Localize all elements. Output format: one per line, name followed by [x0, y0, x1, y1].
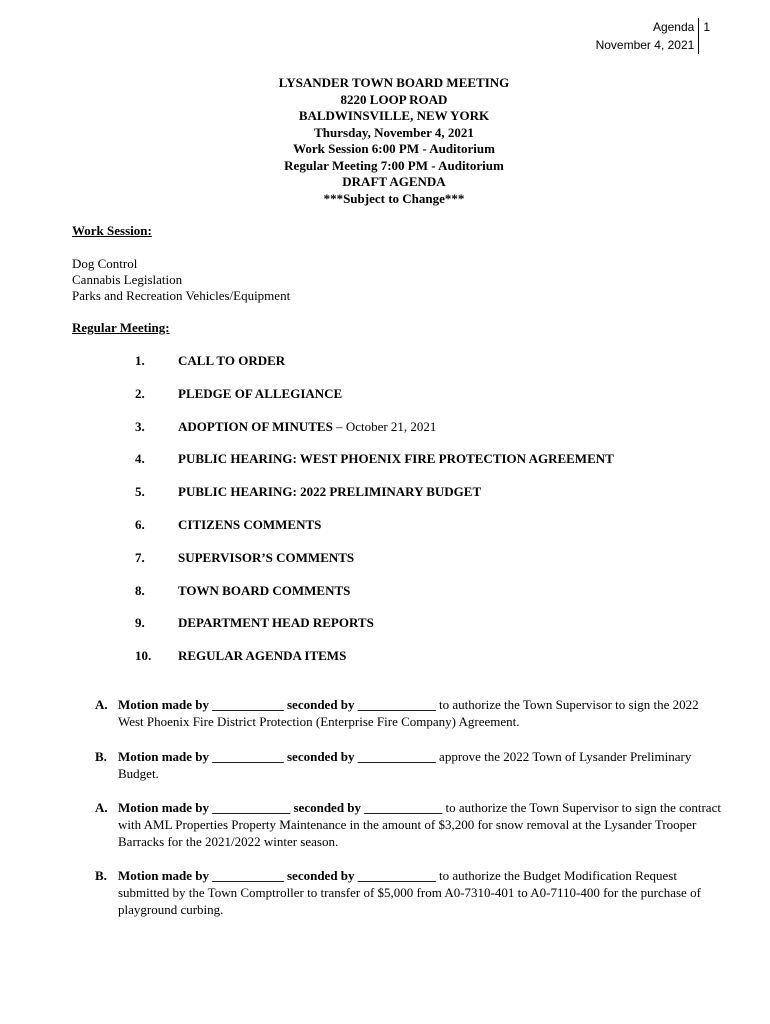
list-item: Dog Control: [72, 256, 138, 271]
header-text: [596, 18, 700, 54]
agenda-title: CITIZENS COMMENTS: [178, 516, 322, 532]
agenda-title: DEPARTMENT HEAD REPORTS: [178, 615, 374, 631]
agenda-item: [135, 583, 614, 616]
motion-letter: A.: [95, 697, 108, 712]
title-line: Work Session 6:00 PM - Auditorium: [293, 141, 495, 156]
work-session-heading: Work Session:: [72, 223, 152, 238]
motion-item: [95, 748, 725, 782]
page-header: [596, 18, 710, 54]
agenda-title: PLEDGE OF ALLEGIANCE: [178, 385, 343, 401]
header-label: Agenda: [652, 20, 695, 34]
agenda-title-wrapper: [178, 419, 436, 452]
agenda-title: TOWN BOARD COMMENTS: [178, 582, 351, 598]
agenda-item: [135, 615, 614, 648]
motion-text: [118, 867, 725, 918]
agenda-number: 5.: [135, 484, 145, 500]
agenda-title: CALL TO ORDER: [178, 353, 286, 368]
header-date: November 4, 2021: [595, 38, 695, 52]
title-line: Thursday, November 4, 2021: [314, 124, 474, 140]
agenda-number: 9.: [135, 615, 145, 631]
motion-description: to authorize the Town Supervisor to sign the 2022 West Phoenix Fire District Protection (Enterprise Fire Company) Agreement.: [118, 697, 699, 729]
agenda-title: ADOPTION OF MINUTES: [178, 418, 333, 434]
agenda-item: [135, 353, 614, 386]
title-line: LYSANDER TOWN BOARD MEETING: [278, 75, 510, 90]
motion-description: to authorize the Town Supervisor to sign the contract with AML Properties Property Maintenance in the amount of $3,200 for snow removal at the Lysander Trooper Barracks for the 2021/2022 winter season.: [118, 800, 721, 849]
motion-item: [95, 867, 725, 918]
list-item: Cannabis Legislation: [72, 272, 183, 287]
meeting-title-block: [0, 75, 770, 207]
agenda-number: 2.: [135, 385, 145, 401]
agenda-title: SUPERVISOR’S COMMENTS: [178, 549, 355, 565]
title-line: DRAFT AGENDA: [342, 174, 446, 189]
title-line: BALDWINSVILLE, NEW YORK: [298, 108, 490, 123]
motion-text: [118, 799, 725, 850]
agenda-item: [135, 550, 614, 583]
agenda-number: 4.: [135, 451, 145, 467]
work-session-list: [72, 256, 290, 304]
motion-description: to authorize the Budget Modification Request submitted by the Town Comptroller to transfer of $5,000 from A0-7310-401 to A0-7110-400 for the purchase of playground curbing.: [118, 868, 701, 917]
motion-item: [95, 799, 725, 850]
motion-blanks: Motion made by ___________ seconded by ____________: [118, 749, 436, 764]
agenda-number: 10.: [135, 648, 152, 664]
agenda-number: 1.: [135, 353, 145, 368]
agenda-number: 6.: [135, 516, 145, 532]
title-line: Regular Meeting 7:00 PM - Auditorium: [284, 157, 504, 173]
agenda-item: [135, 648, 614, 681]
list-item: Parks and Recreation Vehicles/Equipment: [72, 288, 291, 303]
title-line: ***Subject to Change***: [323, 190, 465, 206]
motion-description: approve the 2022 Town of Lysander Preliminary Budget.: [118, 749, 692, 781]
motion-text: [118, 696, 725, 730]
motion-blanks: Motion made by ___________ seconded by ____________: [118, 868, 436, 883]
motion-item: [95, 696, 725, 730]
agenda-title-date: – October 21, 2021: [332, 418, 437, 434]
agenda-title: PUBLIC HEARING: WEST PHOENIX FIRE PROTECTION AGREEMENT: [178, 451, 614, 467]
agenda-item: [135, 451, 614, 484]
motion-letter: B.: [95, 868, 107, 883]
agenda-item: [135, 484, 614, 517]
agenda-item: [135, 419, 614, 452]
motion-blanks: Motion made by ____________ seconded by ____________: [118, 800, 443, 815]
page-number: 1: [703, 20, 710, 34]
motion-letter: B.: [95, 749, 107, 764]
agenda-number: 3.: [135, 418, 145, 434]
regular-meeting-heading: Regular Meeting:: [72, 320, 170, 335]
agenda-title: REGULAR AGENDA ITEMS: [178, 648, 347, 664]
agenda-number: 7.: [135, 549, 145, 565]
motion-letter: A.: [95, 800, 108, 815]
motion-text: [118, 748, 725, 782]
title-line: 8220 LOOP ROAD: [340, 91, 448, 107]
agenda-title: PUBLIC HEARING: 2022 PRELIMINARY BUDGET: [178, 484, 482, 500]
agenda-item: [135, 517, 614, 550]
agenda-number: 8.: [135, 582, 145, 598]
motion-blanks: Motion made by ___________ seconded by ____________: [118, 697, 436, 712]
agenda-item: [135, 386, 614, 419]
agenda-list: [135, 353, 614, 681]
